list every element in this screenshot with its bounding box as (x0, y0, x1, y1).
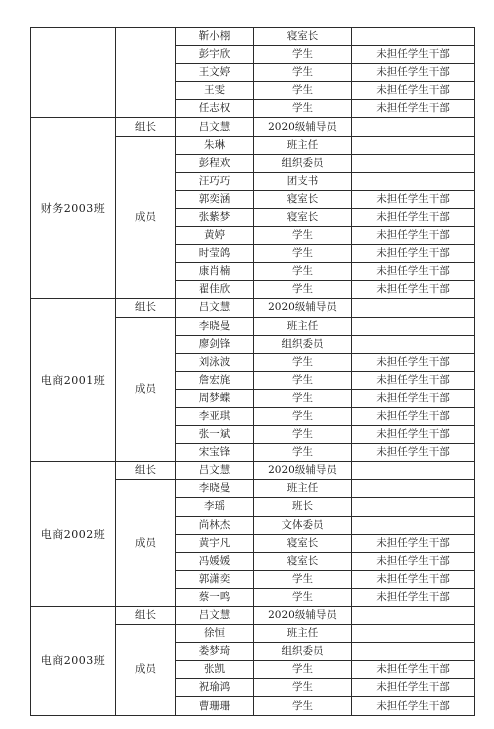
remark-cell: 未担任学生干部 (352, 661, 475, 679)
position-cell: 学生 (254, 389, 352, 407)
remark-cell: 未担任学生干部 (352, 353, 475, 371)
member-name-cell: 周梦蝶 (176, 389, 254, 407)
document-page (30, 27, 475, 716)
remark-cell (352, 172, 475, 190)
position-cell: 寝室长 (254, 534, 352, 552)
remark-cell: 未担任学生干部 (352, 263, 475, 281)
member-name-cell: 徐恒 (176, 625, 254, 643)
member-name-cell: 汪巧巧 (176, 172, 254, 190)
remark-cell: 未担任学生干部 (352, 46, 475, 64)
remark-cell: 未担任学生干部 (352, 697, 475, 715)
class-name-cell: 电商2001班 (31, 299, 116, 462)
member-name-cell: 翟佳欣 (176, 281, 254, 299)
role-cell: 成员 (116, 317, 176, 462)
position-cell: 学生 (254, 407, 352, 425)
remark-cell (352, 335, 475, 353)
position-cell: 学生 (254, 46, 352, 64)
remark-cell (352, 516, 475, 534)
member-name-cell: 冯媛媛 (176, 552, 254, 570)
remark-cell (352, 462, 475, 480)
class-name-cell (31, 28, 116, 118)
role-cell: 组长 (116, 299, 176, 317)
position-cell: 组织委员 (254, 335, 352, 353)
position-cell: 班主任 (254, 480, 352, 498)
position-cell: 学生 (254, 281, 352, 299)
remark-cell: 未担任学生干部 (352, 588, 475, 606)
table-row (31, 299, 475, 317)
member-name-cell: 张紫梦 (176, 208, 254, 226)
remark-cell (352, 607, 475, 625)
position-cell: 学生 (254, 64, 352, 82)
remark-cell: 未担任学生干部 (352, 679, 475, 697)
position-cell: 班主任 (254, 625, 352, 643)
member-name-cell: 李晓曼 (176, 480, 254, 498)
member-name-cell: 廖剑锋 (176, 335, 254, 353)
member-name-cell: 刘泳波 (176, 353, 254, 371)
remark-cell: 未担任学生干部 (352, 227, 475, 245)
position-cell: 组织委员 (254, 154, 352, 172)
position-cell: 寝室长 (254, 552, 352, 570)
position-cell: 寝室长 (254, 208, 352, 226)
member-name-cell: 靳小栩 (176, 28, 254, 46)
class-name-cell: 财务2003班 (31, 118, 116, 299)
table-row (31, 607, 475, 625)
member-name-cell: 尚林杰 (176, 516, 254, 534)
member-name-cell: 王文婷 (176, 64, 254, 82)
member-name-cell: 娄梦琦 (176, 643, 254, 661)
position-cell: 学生 (254, 263, 352, 281)
member-name-cell: 张凯 (176, 661, 254, 679)
remark-cell (352, 299, 475, 317)
position-cell: 寝室长 (254, 190, 352, 208)
remark-cell: 未担任学生干部 (352, 570, 475, 588)
remark-cell (352, 154, 475, 172)
member-name-cell: 曹珊珊 (176, 697, 254, 715)
position-cell: 学生 (254, 245, 352, 263)
member-name-cell: 吕文慧 (176, 118, 254, 136)
remark-cell: 未担任学生干部 (352, 426, 475, 444)
remark-cell: 未担任学生干部 (352, 444, 475, 462)
remark-cell (352, 643, 475, 661)
member-name-cell: 任志权 (176, 100, 254, 118)
class-name-cell: 电商2002班 (31, 462, 116, 607)
position-cell: 寝室长 (254, 28, 352, 46)
remark-cell: 未担任学生干部 (352, 534, 475, 552)
member-name-cell: 李亚琪 (176, 407, 254, 425)
remark-cell: 未担任学生干部 (352, 100, 475, 118)
table-row (31, 462, 475, 480)
position-cell: 班主任 (254, 136, 352, 154)
position-cell: 学生 (254, 100, 352, 118)
position-cell: 学生 (254, 570, 352, 588)
table-row (31, 28, 475, 46)
remark-cell (352, 480, 475, 498)
role-cell: 成员 (116, 625, 176, 715)
position-cell: 学生 (254, 444, 352, 462)
remark-cell (352, 28, 475, 46)
member-name-cell: 郭奕涵 (176, 190, 254, 208)
member-name-cell: 时莹鸽 (176, 245, 254, 263)
position-cell: 学生 (254, 353, 352, 371)
remark-cell (352, 498, 475, 516)
position-cell: 学生 (254, 82, 352, 100)
member-name-cell: 李晓曼 (176, 317, 254, 335)
position-cell: 班主任 (254, 317, 352, 335)
position-cell: 学生 (254, 371, 352, 389)
remark-cell: 未担任学生干部 (352, 190, 475, 208)
table-body (31, 28, 475, 716)
role-cell: 组长 (116, 607, 176, 625)
position-cell: 组织委员 (254, 643, 352, 661)
member-name-cell: 康肖楠 (176, 263, 254, 281)
role-cell: 组长 (116, 462, 176, 480)
remark-cell: 未担任学生干部 (352, 245, 475, 263)
remark-cell: 未担任学生干部 (352, 552, 475, 570)
role-cell: 成员 (116, 480, 176, 607)
remark-cell: 未担任学生干部 (352, 82, 475, 100)
position-cell: 学生 (254, 661, 352, 679)
member-name-cell: 李瑶 (176, 498, 254, 516)
remark-cell (352, 317, 475, 335)
position-cell: 2020级辅导员 (254, 462, 352, 480)
member-name-cell: 吕文慧 (176, 299, 254, 317)
remark-cell: 未担任学生干部 (352, 64, 475, 82)
role-cell: 组长 (116, 118, 176, 136)
member-name-cell: 郭潇奕 (176, 570, 254, 588)
position-cell: 2020级辅导员 (254, 299, 352, 317)
member-name-cell: 黄宇凡 (176, 534, 254, 552)
remark-cell: 未担任学生干部 (352, 407, 475, 425)
position-cell: 团支书 (254, 172, 352, 190)
position-cell: 班长 (254, 498, 352, 516)
table-row (31, 118, 475, 136)
member-name-cell: 吕文慧 (176, 607, 254, 625)
member-name-cell: 祝瑜鸿 (176, 679, 254, 697)
role-cell: 成员 (116, 136, 176, 299)
member-name-cell: 彭宇欣 (176, 46, 254, 64)
member-name-cell: 朱琳 (176, 136, 254, 154)
remark-cell: 未担任学生干部 (352, 208, 475, 226)
position-cell: 2020级辅导员 (254, 607, 352, 625)
remark-cell: 未担任学生干部 (352, 371, 475, 389)
position-cell: 学生 (254, 588, 352, 606)
position-cell: 学生 (254, 426, 352, 444)
position-cell: 学生 (254, 227, 352, 245)
position-cell: 学生 (254, 697, 352, 715)
class-name-cell: 电商2003班 (31, 607, 116, 716)
member-name-cell: 吕文慧 (176, 462, 254, 480)
role-cell (116, 28, 176, 118)
remark-cell (352, 136, 475, 154)
member-name-cell: 黄婷 (176, 227, 254, 245)
remark-cell (352, 118, 475, 136)
remark-cell: 未担任学生干部 (352, 389, 475, 407)
remark-cell (352, 625, 475, 643)
position-cell: 学生 (254, 679, 352, 697)
position-cell: 文体委员 (254, 516, 352, 534)
member-name-cell: 张一斌 (176, 426, 254, 444)
member-name-cell: 宋宝锋 (176, 444, 254, 462)
member-name-cell: 王雯 (176, 82, 254, 100)
position-cell: 2020级辅导员 (254, 118, 352, 136)
member-name-cell: 彭程欢 (176, 154, 254, 172)
remark-cell: 未担任学生干部 (352, 281, 475, 299)
member-name-cell: 蔡一鸣 (176, 588, 254, 606)
class-group-table (30, 27, 475, 716)
member-name-cell: 詹宏旄 (176, 371, 254, 389)
